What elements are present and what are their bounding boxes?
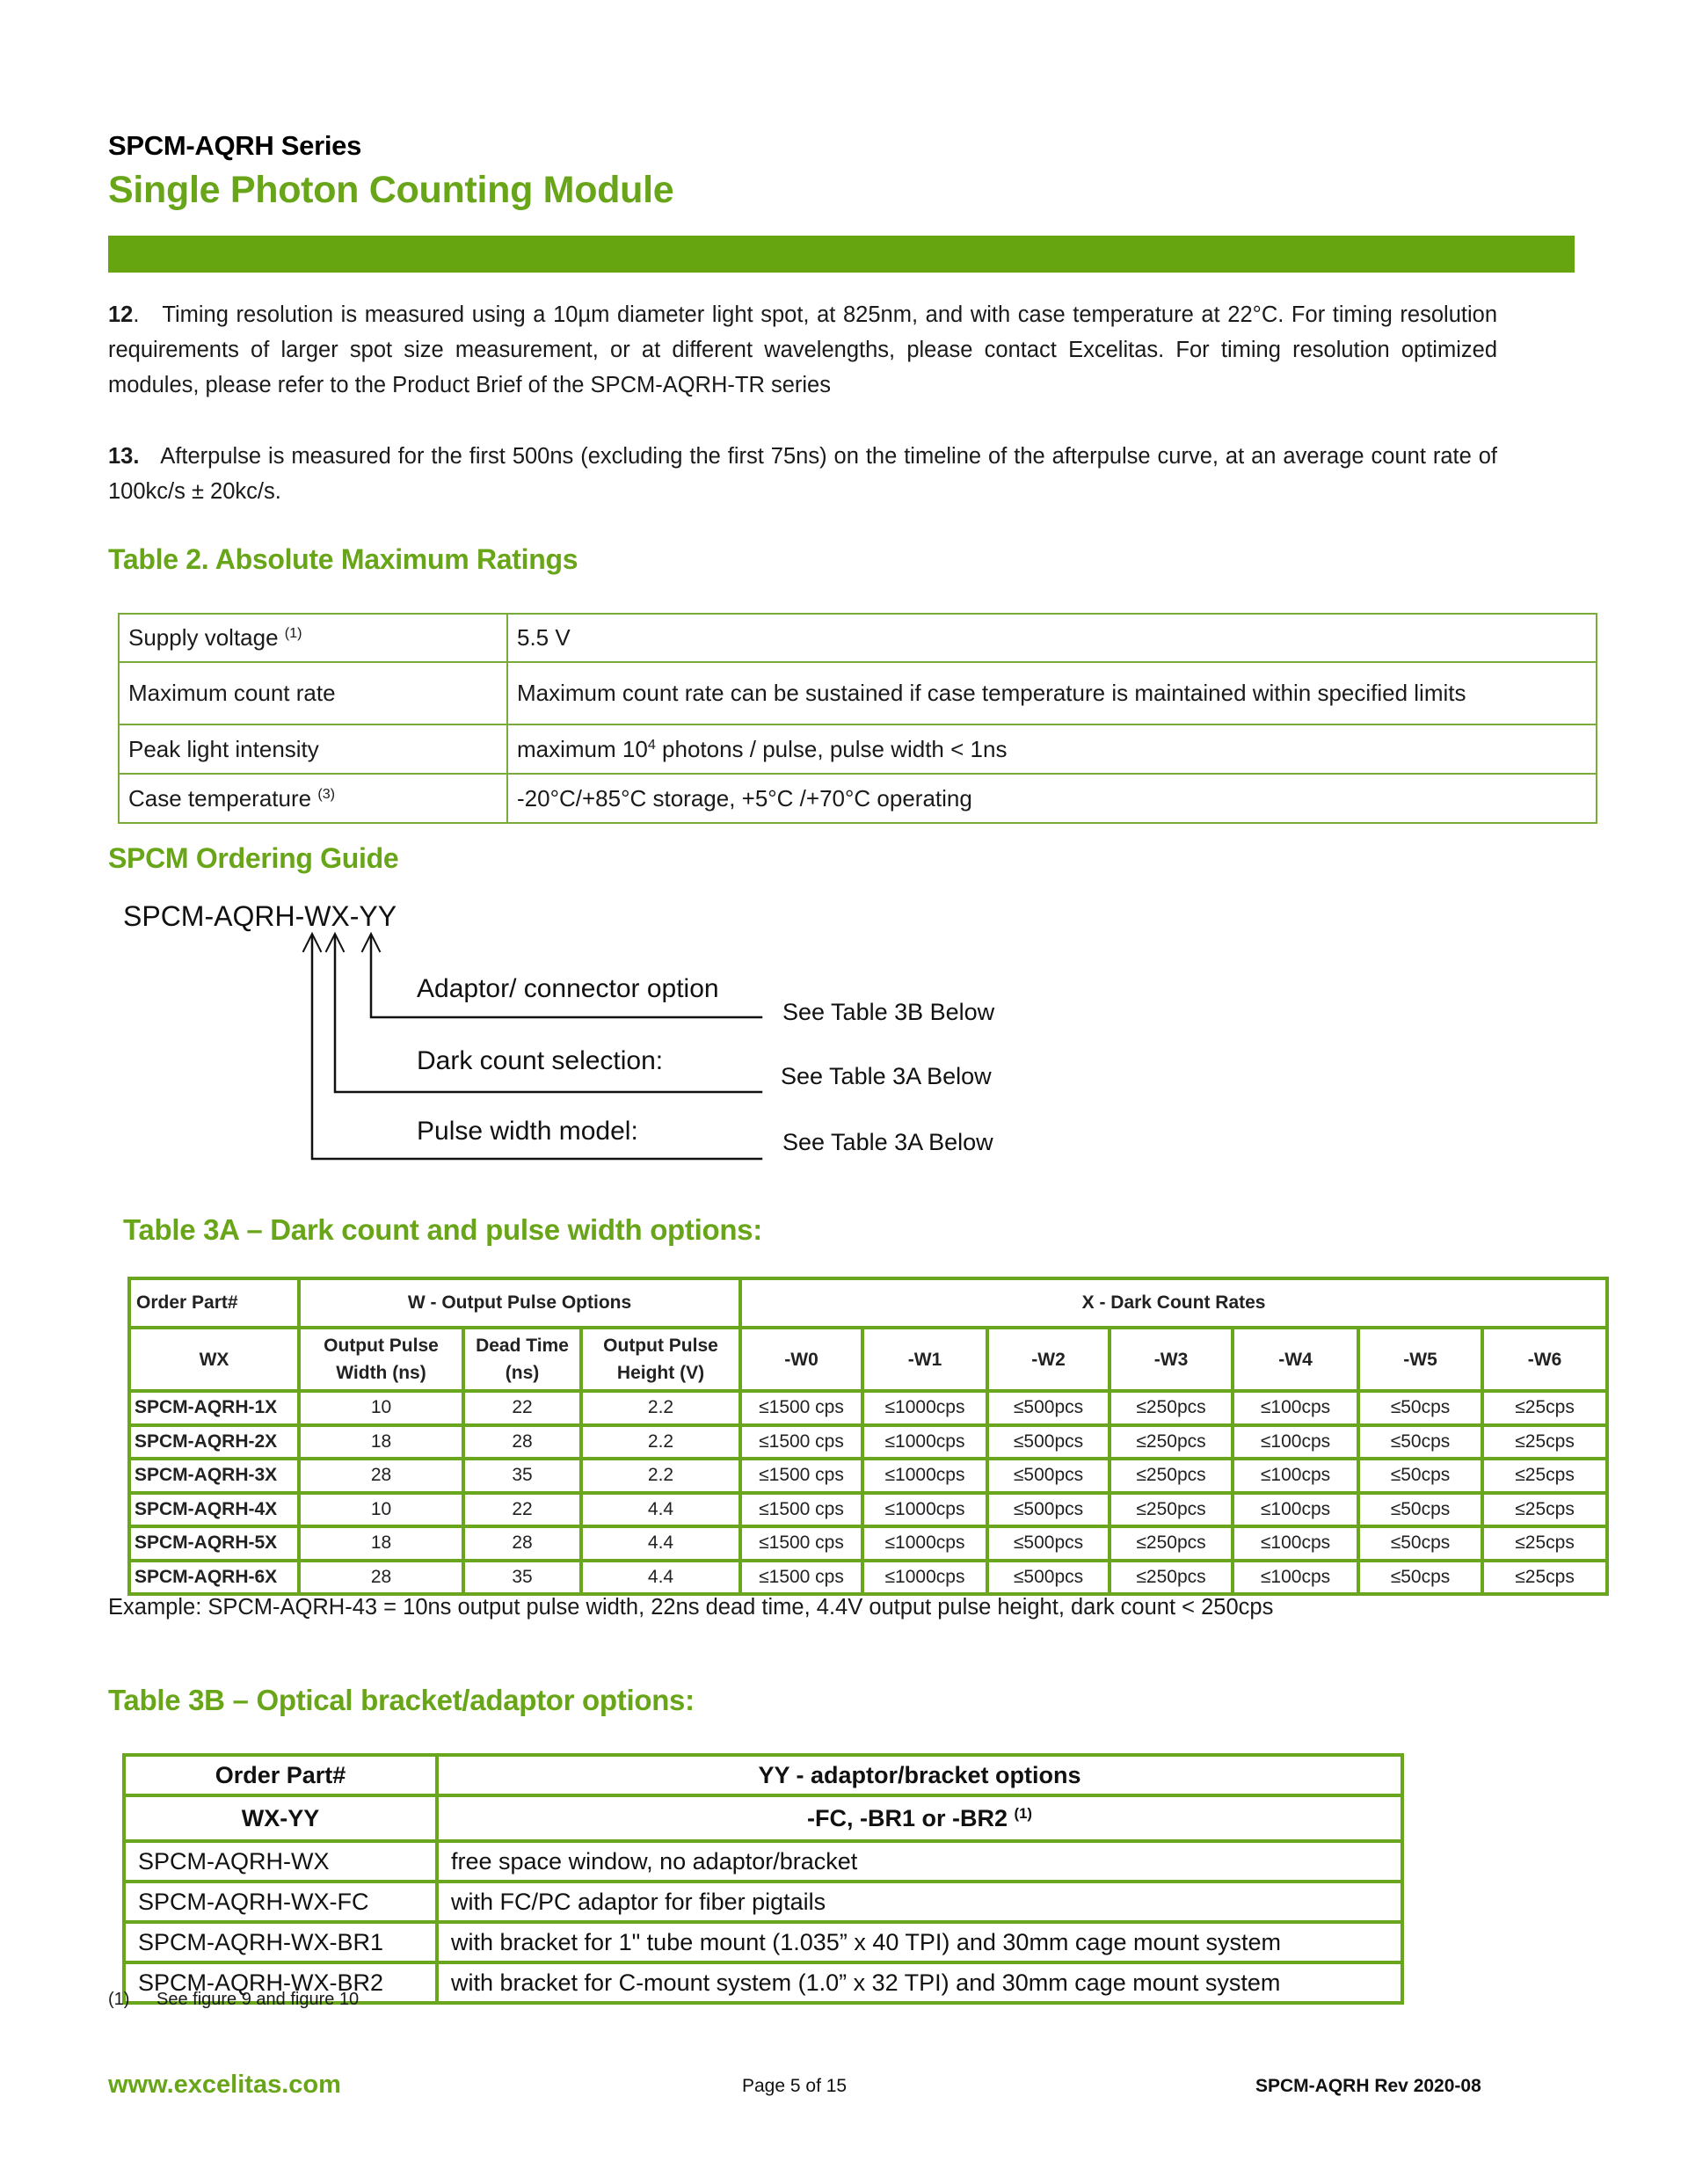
part-number-cell: SPCM-AQRH-5X xyxy=(129,1526,299,1561)
table3b-title: Table 3B – Optical bracket/adaptor options: xyxy=(108,1684,695,1716)
value-cell: ≤50cps xyxy=(1358,1526,1482,1561)
order-part-header: Order Part# xyxy=(124,1755,437,1795)
value-cell: ≤50cps xyxy=(1358,1391,1482,1425)
order-part-header: Order Part# xyxy=(129,1278,299,1328)
value-cell: ≤100cps xyxy=(1233,1561,1358,1595)
column-header: Output Pulse Height (V) xyxy=(581,1328,740,1391)
column-header: -W4 xyxy=(1233,1328,1358,1391)
value-cell: Maximum count rate can be sustained if case temperature is maintained within specified limits xyxy=(507,662,1597,724)
param-cell: Supply voltage $^{(1)}$ xyxy=(119,614,507,662)
part-number-cell: SPCM-AQRH-WX-BR2 xyxy=(124,1962,437,2003)
description-cell: free space window, no adaptor/bracket xyxy=(437,1841,1402,1882)
document-title: Single Photon Counting Module xyxy=(108,169,674,211)
value-cell: 35 xyxy=(463,1459,581,1493)
value-cell: ≤250pcs xyxy=(1110,1459,1233,1493)
value-cell: ≤50cps xyxy=(1358,1561,1482,1595)
value-cell: ≤250pcs xyxy=(1110,1493,1233,1527)
series-name: SPCM-AQRH Series xyxy=(108,130,362,161)
value-cell: ≤500pcs xyxy=(987,1459,1110,1493)
value-cell: ≤50cps xyxy=(1358,1425,1482,1460)
column-header: Dead Time (ns) xyxy=(463,1328,581,1391)
note-number: 13. xyxy=(108,444,140,469)
value-cell: ≤1500 cps xyxy=(740,1561,862,1595)
absolute-max-ratings-table xyxy=(118,613,1597,824)
value-cell: ≤25cps xyxy=(1482,1459,1607,1493)
part-code: SPCM-AQRH-WX-YY xyxy=(123,900,397,932)
value-cell: 18 xyxy=(299,1526,463,1561)
footer-website-link[interactable]: www.excelitas.com xyxy=(108,2071,341,2099)
value-cell: 22 xyxy=(463,1391,581,1425)
value-cell: ≤1000cps xyxy=(862,1493,987,1527)
value-cell: ≤1000cps xyxy=(862,1459,987,1493)
value-cell: ≤25cps xyxy=(1482,1526,1607,1561)
description-cell: with bracket for 1" tube mount (1.035” x 40 TPI) and 30mm cage mount system xyxy=(437,1922,1402,1962)
value-cell: ≤1000cps xyxy=(862,1526,987,1561)
yy-options-header: YY - adaptor/bracket options xyxy=(437,1755,1402,1795)
subheader-row xyxy=(124,1795,1402,1841)
table3a-title: Table 3A – Dark count and pulse width options: xyxy=(123,1213,762,1246)
column-header: -W5 xyxy=(1358,1328,1482,1391)
adaptor-option-ref: See Table 3B Below xyxy=(782,999,995,1025)
x-rates-header: X - Dark Count Rates xyxy=(740,1278,1607,1328)
value-cell: ≤50cps xyxy=(1358,1493,1482,1527)
value-cell: ≤250pcs xyxy=(1110,1391,1233,1425)
column-header: -W6 xyxy=(1482,1328,1607,1391)
column-header: -W0 xyxy=(740,1328,862,1391)
value-cell: ≤1500 cps xyxy=(740,1425,862,1460)
note-text: Timing resolution is measured using a 10µm diameter light spot, at 825nm, and with case temperature at 22°C. For timing resolution requirements of larger spot size measurement, or at different wavelengths, please contact Excelitas. For timing resolution optimized modules, please refer to the Product Brief of the SPCM-AQRH-TR series xyxy=(108,302,1498,397)
order-example: Example: SPCM-AQRH-43 = 10ns output pulse width, 22ns dead time, 4.4V output pulse height, dark count < 250cps xyxy=(108,1595,1274,1620)
value-cell: 2.2 xyxy=(581,1425,740,1460)
value-cell: ≤500pcs xyxy=(987,1526,1110,1561)
wx-yy-header: WX-YY xyxy=(124,1795,437,1841)
description-cell: with bracket for C-mount system (1.0” x 32 TPI) and 30mm cage mount system xyxy=(437,1962,1402,2003)
description-cell: with FC/PC adaptor for fiber pigtails xyxy=(437,1882,1402,1922)
document-revision: SPCM-AQRH Rev 2020-08 xyxy=(1255,2076,1481,2096)
table-row xyxy=(129,1391,1607,1425)
part-number-cell: SPCM-AQRH-WX-FC xyxy=(124,1882,437,1922)
value-cell: ≤100cps xyxy=(1233,1425,1358,1460)
table-row xyxy=(129,1493,1607,1527)
column-header: -W3 xyxy=(1110,1328,1233,1391)
part-number-cell: SPCM-AQRH-2X xyxy=(129,1425,299,1460)
value-cell: maximum $10^4$ photons / pulse, pulse width < 1ns xyxy=(507,724,1597,774)
value-cell: 4.4 xyxy=(581,1493,740,1527)
table-row xyxy=(124,1922,1402,1962)
table-row xyxy=(129,1425,1607,1460)
part-number-cell: SPCM-AQRH-WX-BR1 xyxy=(124,1922,437,1962)
page-number: Page 5 of 15 xyxy=(742,2076,848,2096)
value-cell: 35 xyxy=(463,1561,581,1595)
dark-count-label: Dark count selection: xyxy=(417,1046,664,1075)
table-row xyxy=(124,1882,1402,1922)
note-12: 12. Timing resolution is measured using a 10µm diameter light spot, at 825nm, and with case temperature at 22°C. For timing resolution requirements of larger spot size measurement, or at different wavelengths, please contact Excelitas. For timing resolution optimized modules, please refer to the Product Brief of the SPCM-AQRH-TR series xyxy=(108,302,1498,397)
part-number-cell: SPCM-AQRH-4X xyxy=(129,1493,299,1527)
note-13 xyxy=(108,439,1497,509)
value-cell: ≤100cps xyxy=(1233,1493,1358,1527)
value-cell: ≤25cps xyxy=(1482,1391,1607,1425)
value-cell: ≤50cps xyxy=(1358,1459,1482,1493)
column-header-row xyxy=(129,1328,1607,1391)
bracket-adaptor-table xyxy=(122,1753,1404,2005)
param-cell: Case temperature $^{(3)}$ xyxy=(119,774,507,823)
value-cell: 18 xyxy=(299,1425,463,1460)
arrow-head-icon xyxy=(326,934,344,951)
table-row xyxy=(119,724,1597,774)
table-row xyxy=(119,662,1597,724)
value-cell: ≤1000cps xyxy=(862,1561,987,1595)
column-header: WX xyxy=(129,1328,299,1391)
value-cell: ≤250pcs xyxy=(1110,1425,1233,1460)
table2-title: Table 2. Absolute Maximum Ratings xyxy=(108,543,578,575)
pulse-width-label: Pulse width model: xyxy=(417,1117,638,1146)
table-row xyxy=(119,614,1597,662)
arrow-head-icon xyxy=(362,934,380,951)
column-header: Output Pulse Width (ns) xyxy=(299,1328,463,1391)
value-cell: ≤500pcs xyxy=(987,1561,1110,1595)
w-options-header: W - Output Pulse Options xyxy=(299,1278,740,1328)
value-cell: ≤25cps xyxy=(1482,1561,1607,1595)
value-cell: 10 xyxy=(299,1493,463,1527)
value-cell: -20°C/+85°C storage, +5°C /+70°C operating xyxy=(507,774,1597,823)
table-row xyxy=(124,1841,1402,1882)
table-row xyxy=(129,1561,1607,1595)
value-cell: ≤100cps xyxy=(1233,1526,1358,1561)
value-cell: ≤100cps xyxy=(1233,1459,1358,1493)
header-bar xyxy=(108,236,1575,273)
value-cell: 22 xyxy=(463,1493,581,1527)
part-number-cell: SPCM-AQRH-1X xyxy=(129,1391,299,1425)
table-row xyxy=(129,1459,1607,1493)
note-number: 12 xyxy=(108,302,134,327)
pulse-width-ref: See Table 3A Below xyxy=(782,1129,993,1155)
value-cell: 28 xyxy=(463,1425,581,1460)
value-cell: ≤100cps xyxy=(1233,1391,1358,1425)
value-cell: ≤250pcs xyxy=(1110,1561,1233,1595)
value-cell: ≤500pcs xyxy=(987,1493,1110,1527)
table-row xyxy=(129,1526,1607,1561)
option-codes-header: -FC, -BR1 or -BR2 $^{(1)}$ xyxy=(437,1795,1402,1841)
note-text: Afterpulse is measured for the first 500ns (excluding the first 75ns) on the timeline of the afterpulse curve, at an average count rate of 100kc/s ± 20kc/s. xyxy=(108,444,1497,504)
column-header: -W2 xyxy=(987,1328,1110,1391)
value-cell: ≤1500 cps xyxy=(740,1459,862,1493)
part-number-cell: SPCM-AQRH-3X xyxy=(129,1459,299,1493)
ordering-guide-title: SPCM Ordering Guide xyxy=(108,842,399,874)
value-cell: 28 xyxy=(463,1526,581,1561)
value-cell: 5.5 V xyxy=(507,614,1597,662)
value-cell: ≤1500 cps xyxy=(740,1493,862,1527)
column-header: -W1 xyxy=(862,1328,987,1391)
value-cell: ≤1500 cps xyxy=(740,1526,862,1561)
part-number-cell: SPCM-AQRH-WX xyxy=(124,1841,437,1882)
value-cell: 10 xyxy=(299,1391,463,1425)
value-cell: ≤25cps xyxy=(1482,1493,1607,1527)
value-cell: ≤500pcs xyxy=(987,1391,1110,1425)
header-row xyxy=(124,1755,1402,1795)
value-cell: 4.4 xyxy=(581,1561,740,1595)
value-cell: ≤1500 cps xyxy=(740,1391,862,1425)
value-cell: ≤1000cps xyxy=(862,1425,987,1460)
arrow-head-icon xyxy=(303,934,321,951)
dark-count-ref: See Table 3A Below xyxy=(781,1063,992,1089)
param-cell: Maximum count rate xyxy=(119,662,507,724)
value-cell: 4.4 xyxy=(581,1526,740,1561)
part-number-cell: SPCM-AQRH-6X xyxy=(129,1561,299,1595)
value-cell: 28 xyxy=(299,1561,463,1595)
table3b-footnote: (1) See figure 9 and figure 10 xyxy=(108,1990,360,2009)
value-cell: ≤25cps xyxy=(1482,1425,1607,1460)
group-header-row xyxy=(129,1278,1607,1328)
table-row xyxy=(119,774,1597,823)
value-cell: ≤1000cps xyxy=(862,1391,987,1425)
value-cell: 2.2 xyxy=(581,1391,740,1425)
dark-count-pulse-width-table xyxy=(127,1277,1609,1596)
param-cell: Peak light intensity xyxy=(119,724,507,774)
value-cell: 2.2 xyxy=(581,1459,740,1493)
adaptor-option-label: Adaptor/ connector option xyxy=(417,974,719,1003)
value-cell: 28 xyxy=(299,1459,463,1493)
value-cell: ≤250pcs xyxy=(1110,1526,1233,1561)
value-cell: ≤500pcs xyxy=(987,1425,1110,1460)
